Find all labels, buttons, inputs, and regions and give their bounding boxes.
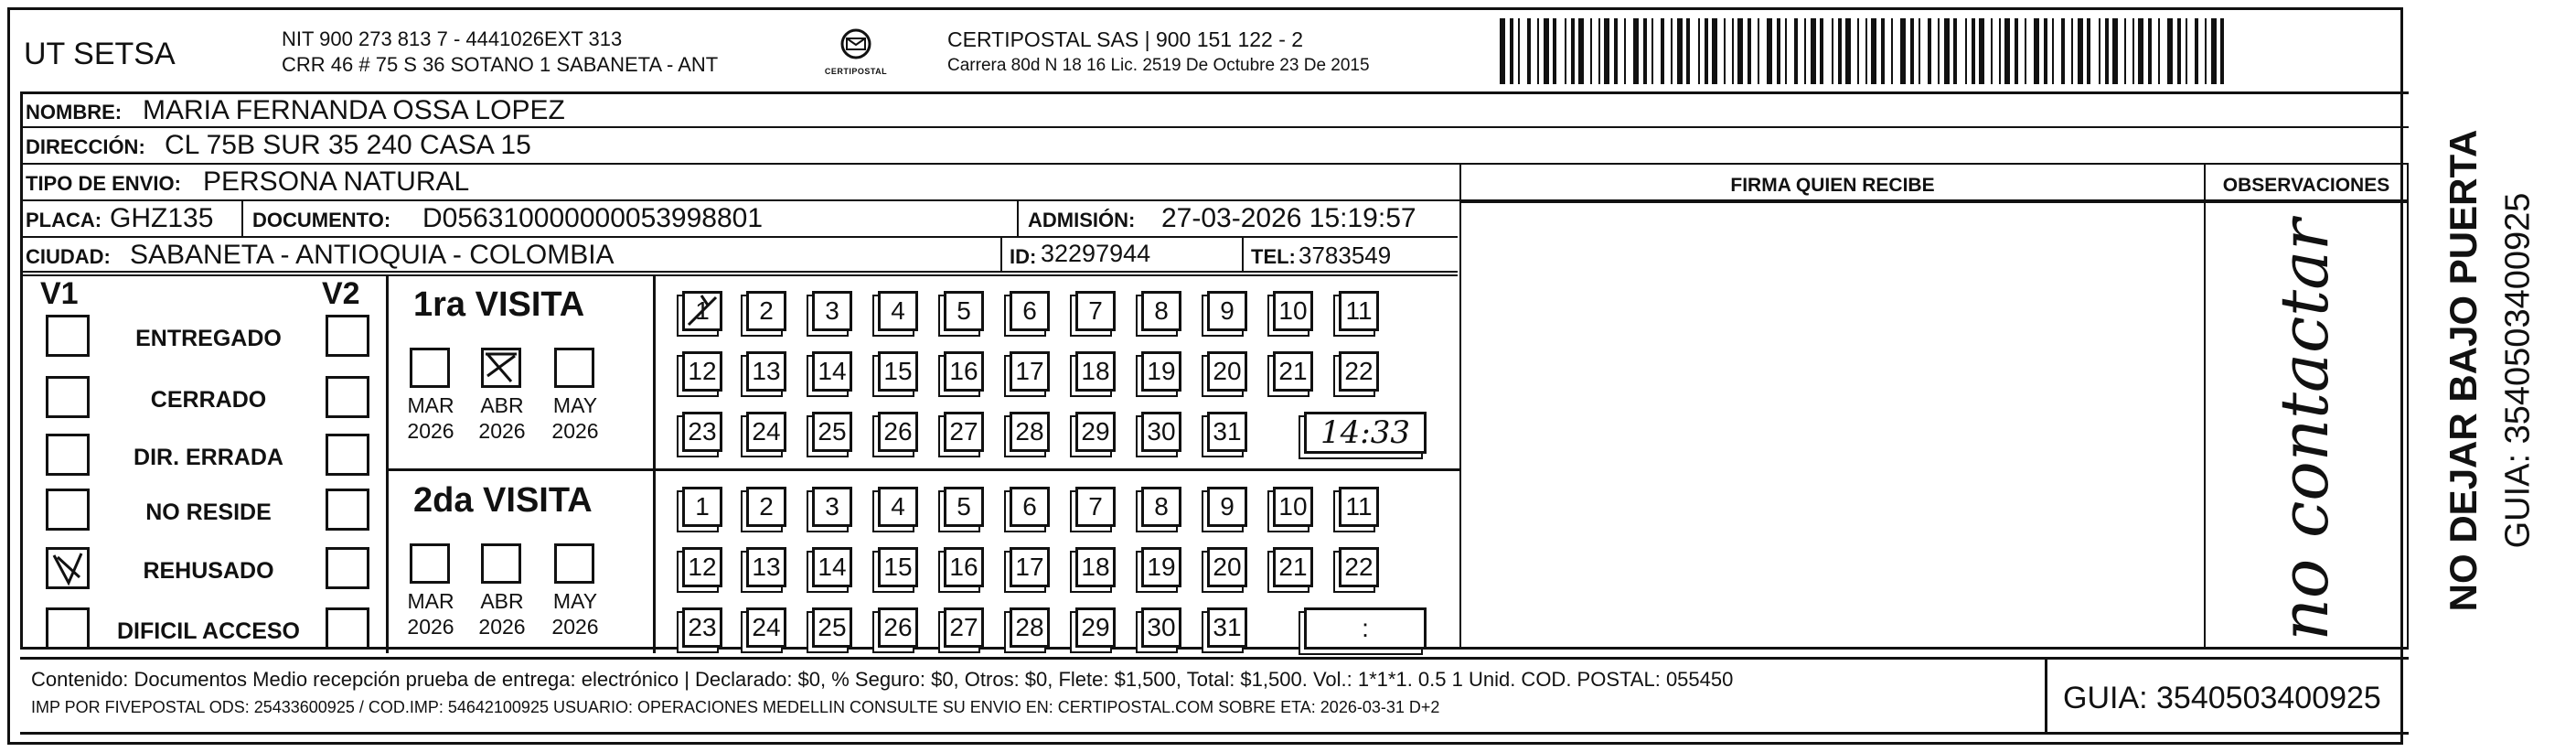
sender-name: UT SETSA (24, 37, 176, 71)
day-checkbox[interactable] (944, 487, 984, 527)
day-number: 8 (1154, 492, 1169, 521)
v2-checkbox-no-reside[interactable] (326, 489, 369, 531)
sender-address: CRR 46 # 75 S 36 SOTANO 1 SABANETA - ANT (282, 53, 719, 76)
placa-value: GHZ135 (110, 203, 214, 233)
admision-value: 27-03-2026 15:19:57 (1161, 203, 1416, 233)
day-number: 6 (1022, 492, 1037, 521)
admision-label: ADMISIÓN: (1028, 209, 1136, 231)
time-value: 14:33 (1320, 414, 1410, 451)
day-number: 24 (752, 613, 781, 641)
tipo-envio-label: TIPO DE ENVIO: (26, 172, 181, 195)
day-checkbox[interactable] (1273, 547, 1313, 587)
day-checkbox[interactable] (1339, 547, 1379, 587)
day-number: 28 (1015, 417, 1044, 446)
month-year: 2026 (407, 418, 454, 443)
day-checkbox[interactable] (1207, 607, 1247, 648)
day-checkbox[interactable] (746, 607, 786, 648)
day-checkbox[interactable] (746, 412, 786, 452)
tipo-envio-value: PERSONA NATURAL (203, 167, 470, 197)
nombre-label: NOMBRE: (26, 101, 123, 124)
observaciones-handwriting: no contactar (2266, 219, 2343, 641)
v2-header: V2 (322, 276, 360, 311)
day-number: 2 (759, 492, 774, 521)
day-number: 1 (695, 492, 710, 521)
day-checkbox[interactable] (812, 351, 852, 392)
day-checkbox[interactable] (812, 487, 852, 527)
v1-checkbox-dir-errada[interactable] (46, 434, 90, 476)
day-checkbox[interactable] (878, 607, 918, 648)
day-checkbox[interactable] (878, 351, 918, 392)
placa-label: PLACA: (26, 209, 102, 231)
day-number: 25 (818, 613, 847, 641)
day-checkbox[interactable] (1141, 487, 1181, 527)
day-checkbox[interactable] (878, 291, 918, 331)
time-field[interactable] (1304, 607, 1427, 650)
day-number: 15 (883, 357, 913, 385)
month-name: MAR (407, 589, 454, 613)
day-checkbox[interactable] (944, 547, 984, 587)
month-name: MAY (552, 393, 598, 417)
status-label: REHUSADO (143, 558, 274, 584)
day-checkbox[interactable] (812, 547, 852, 587)
footer-guia: GUIA: 3540503400925 (2063, 681, 2381, 715)
day-number: 19 (1147, 357, 1176, 385)
day-checkbox[interactable] (746, 291, 786, 331)
day-number: 3 (825, 296, 839, 325)
day-number: 29 (1081, 613, 1110, 641)
v1-checkbox-cerrado[interactable] (46, 376, 90, 418)
month-year: 2026 (551, 418, 599, 443)
day-number: 22 (1344, 553, 1374, 581)
day-number: 4 (891, 492, 905, 521)
day-number: 2 (759, 296, 774, 325)
day-checkbox[interactable] (1141, 547, 1181, 587)
day-checkbox[interactable] (746, 547, 786, 587)
day-number: 31 (1213, 417, 1242, 446)
day-number: 13 (752, 553, 781, 581)
day-checkbox[interactable] (1339, 351, 1379, 392)
check-mark-icon (685, 294, 720, 328)
day-number: 10 (1278, 296, 1308, 325)
day-number: 30 (1147, 417, 1176, 446)
day-checkbox[interactable] (944, 412, 984, 452)
day-number: 18 (1081, 553, 1110, 581)
day-checkbox[interactable] (1207, 487, 1247, 527)
tel-label: TEL: (1251, 245, 1296, 268)
month-label (470, 589, 534, 639)
day-checkbox[interactable] (944, 291, 984, 331)
day-checkbox[interactable] (1075, 487, 1116, 527)
day-checkbox[interactable] (1339, 291, 1379, 331)
day-number: 6 (1022, 296, 1037, 325)
day-checkbox[interactable] (944, 351, 984, 392)
day-checkbox[interactable] (1207, 351, 1247, 392)
day-number: 29 (1081, 417, 1110, 446)
day-number: 16 (949, 553, 978, 581)
day-number: 19 (1147, 553, 1176, 581)
nombre-value: MARIA FERNANDA OSSA LOPEZ (143, 95, 565, 125)
day-number: 21 (1278, 357, 1308, 385)
day-number: 27 (949, 613, 978, 641)
day-number: 26 (883, 417, 913, 446)
ciudad-value: SABANETA - ANTIOQUIA - COLOMBIA (130, 240, 615, 270)
day-checkbox[interactable] (1141, 607, 1181, 648)
day-number: 27 (949, 417, 978, 446)
day-checkbox[interactable] (1273, 291, 1313, 331)
ciudad-label: CIUDAD: (26, 245, 111, 268)
visit-title: 2da VISITA (413, 481, 593, 520)
day-checkbox[interactable] (1010, 412, 1050, 452)
day-number: 12 (688, 553, 717, 581)
day-checkbox[interactable] (746, 351, 786, 392)
day-checkbox[interactable] (1141, 291, 1181, 331)
status-label: ENTREGADO (135, 326, 282, 351)
documento-label: DOCUMENTO: (252, 209, 391, 231)
month-name: MAY (552, 589, 598, 613)
day-checkbox[interactable] (944, 607, 984, 648)
day-number: 8 (1154, 296, 1169, 325)
v2-checkbox-dir-errada[interactable] (326, 434, 369, 476)
day-checkbox[interactable] (1075, 547, 1116, 587)
day-checkbox[interactable] (878, 547, 918, 587)
company-name: CERTIPOSTAL SAS | 900 151 122 - 2 (947, 27, 1304, 51)
day-checkbox[interactable] (1273, 487, 1313, 527)
v2-checkbox-entregado[interactable] (326, 315, 369, 357)
v2-checkbox-dificil-acceso[interactable] (326, 607, 369, 650)
barcode (1500, 18, 2231, 84)
day-number: 16 (949, 357, 978, 385)
footer-line1: Contenido: Documentos Medio recepción prueba de entrega: electrónico | Declarado: $0, % Seguro: $0, Otros: $0, Flete: $1,500, Total: $1,500. Vol.: 1*1*1. 0.5 1 Unid. COD. POSTAL: 055450 (31, 668, 1734, 691)
day-checkbox[interactable] (682, 487, 722, 527)
month-checkbox-mar[interactable] (410, 543, 450, 584)
logo-text: CERTIPOSTAL (824, 67, 888, 76)
month-label (399, 393, 463, 444)
day-checkbox[interactable] (1207, 547, 1247, 587)
v1-checkbox-entregado[interactable] (46, 315, 90, 357)
month-name: MAR (407, 393, 454, 417)
day-number: 31 (1213, 613, 1242, 641)
day-number: 11 (1345, 492, 1373, 521)
day-number: 23 (688, 417, 717, 446)
documento-value: D056310000000053998801 (422, 203, 764, 233)
day-number: 3 (825, 492, 839, 521)
day-checkbox[interactable] (1010, 487, 1050, 527)
v1-header: V1 (40, 276, 79, 311)
month-year: 2026 (478, 418, 526, 443)
day-number: 5 (957, 492, 971, 521)
month-label (399, 589, 463, 639)
day-checkbox[interactable] (1075, 291, 1116, 331)
day-checkbox[interactable] (812, 291, 852, 331)
time-value: : (1362, 614, 1369, 642)
company-address: Carrera 80d N 18 16 Lic. 2519 De Octubre 23 De 2015 (947, 56, 1370, 75)
footer-line2: IMP POR FIVEPOSTAL ODS: 25433600925 / COD.IMP: 54642100925 USUARIO: OPERACIONES MEDELLIN CONSULTE SU ENVIO EN: CERTIPOSTAL.COM SOBRE ETA: 2026-03-31 D+2 (31, 698, 1440, 716)
month-name: ABR (480, 589, 524, 613)
month-checkbox-may[interactable] (554, 543, 594, 584)
day-number: 7 (1088, 296, 1103, 325)
status-label: DIR. ERRADA (134, 445, 283, 470)
day-checkbox[interactable] (812, 607, 852, 648)
day-checkbox[interactable] (878, 412, 918, 452)
day-number: 13 (752, 357, 781, 385)
day-number: 17 (1015, 357, 1044, 385)
envelope-logo-icon (810, 26, 902, 62)
v1-checkbox-no-reside[interactable] (46, 489, 90, 531)
month-checkbox-may[interactable] (554, 348, 594, 388)
month-label (470, 393, 534, 444)
day-checkbox[interactable] (1207, 291, 1247, 331)
day-number: 20 (1213, 553, 1242, 581)
company-logo (810, 26, 902, 81)
day-checkbox[interactable] (812, 412, 852, 452)
day-number: 24 (752, 417, 781, 446)
day-number: 21 (1278, 553, 1308, 581)
day-checkbox[interactable] (682, 351, 722, 392)
day-number: 1 (695, 296, 710, 325)
day-checkbox[interactable] (1075, 412, 1116, 452)
day-checkbox[interactable] (746, 487, 786, 527)
side-text (2410, 91, 2566, 650)
v1-checkbox-rehusado[interactable] (46, 547, 90, 589)
v2-checkbox-cerrado[interactable] (326, 376, 369, 418)
month-checkbox-abr[interactable] (481, 348, 521, 388)
month-year: 2026 (407, 614, 454, 639)
status-label: DIFICIL ACCESO (116, 618, 300, 644)
day-checkbox[interactable] (1339, 487, 1379, 527)
day-checkbox[interactable] (682, 607, 722, 648)
day-number: 11 (1345, 296, 1373, 325)
day-number: 5 (957, 296, 971, 325)
day-number: 4 (891, 296, 905, 325)
day-number: 15 (883, 553, 913, 581)
month-name: ABR (480, 393, 524, 417)
sender-nit: NIT 900 273 813 7 - 4441026EXT 313 (282, 27, 623, 50)
day-checkbox[interactable] (1141, 351, 1181, 392)
tel-value: 3783549 (1299, 242, 1392, 269)
day-checkbox[interactable] (1141, 412, 1181, 452)
v1-checkbox-dificil-acceso[interactable] (46, 607, 90, 650)
day-number: 28 (1015, 613, 1044, 641)
day-checkbox[interactable] (682, 547, 722, 587)
day-checkbox[interactable] (1010, 291, 1050, 331)
status-label: CERRADO (150, 387, 267, 413)
day-number: 10 (1278, 492, 1308, 521)
day-number: 25 (818, 417, 847, 446)
time-field[interactable] (1304, 412, 1427, 454)
direccion-value: CL 75B SUR 35 240 CASA 15 (165, 130, 531, 160)
id-value: 32297944 (1041, 240, 1151, 267)
day-number: 30 (1147, 613, 1176, 641)
direccion-label: DIRECCIÓN: (26, 135, 145, 158)
v2-checkbox-rehusado[interactable] (326, 547, 369, 589)
day-checkbox[interactable] (1010, 607, 1050, 648)
month-checkbox-abr[interactable] (481, 543, 521, 584)
day-number: 20 (1213, 357, 1242, 385)
day-checkbox[interactable] (878, 487, 918, 527)
day-checkbox[interactable] (1075, 351, 1116, 392)
side-warning: NO DEJAR BAJO PUERTA (2442, 129, 2485, 612)
day-checkbox[interactable] (1075, 607, 1116, 648)
day-number: 22 (1344, 357, 1374, 385)
side-guia: GUIA: 3540503400925 (2498, 192, 2538, 549)
day-number: 12 (688, 357, 717, 385)
status-label: NO RESIDE (145, 500, 272, 525)
day-checkbox[interactable] (682, 412, 722, 452)
month-year: 2026 (551, 614, 599, 639)
day-number: 7 (1088, 492, 1103, 521)
month-checkbox-mar[interactable] (410, 348, 450, 388)
day-checkbox[interactable] (1207, 412, 1247, 452)
day-number: 18 (1081, 357, 1110, 385)
day-number: 26 (883, 613, 913, 641)
day-number: 14 (818, 357, 847, 385)
month-label (543, 393, 607, 444)
month-label (543, 589, 607, 639)
visit-title: 1ra VISITA (413, 285, 585, 324)
day-number: 23 (688, 613, 717, 641)
day-checkbox[interactable] (1010, 351, 1050, 392)
day-number: 17 (1015, 553, 1044, 581)
firma-header: FIRMA QUIEN RECIBE (1730, 175, 1935, 196)
day-checkbox[interactable] (682, 291, 722, 331)
day-number: 14 (818, 553, 847, 581)
day-checkbox[interactable] (1010, 547, 1050, 587)
day-checkbox[interactable] (1273, 351, 1313, 392)
day-number: 9 (1220, 296, 1235, 325)
id-label: ID: (1010, 245, 1037, 268)
month-year: 2026 (478, 614, 526, 639)
observaciones-header: OBSERVACIONES (2222, 175, 2390, 196)
day-number: 9 (1220, 492, 1235, 521)
